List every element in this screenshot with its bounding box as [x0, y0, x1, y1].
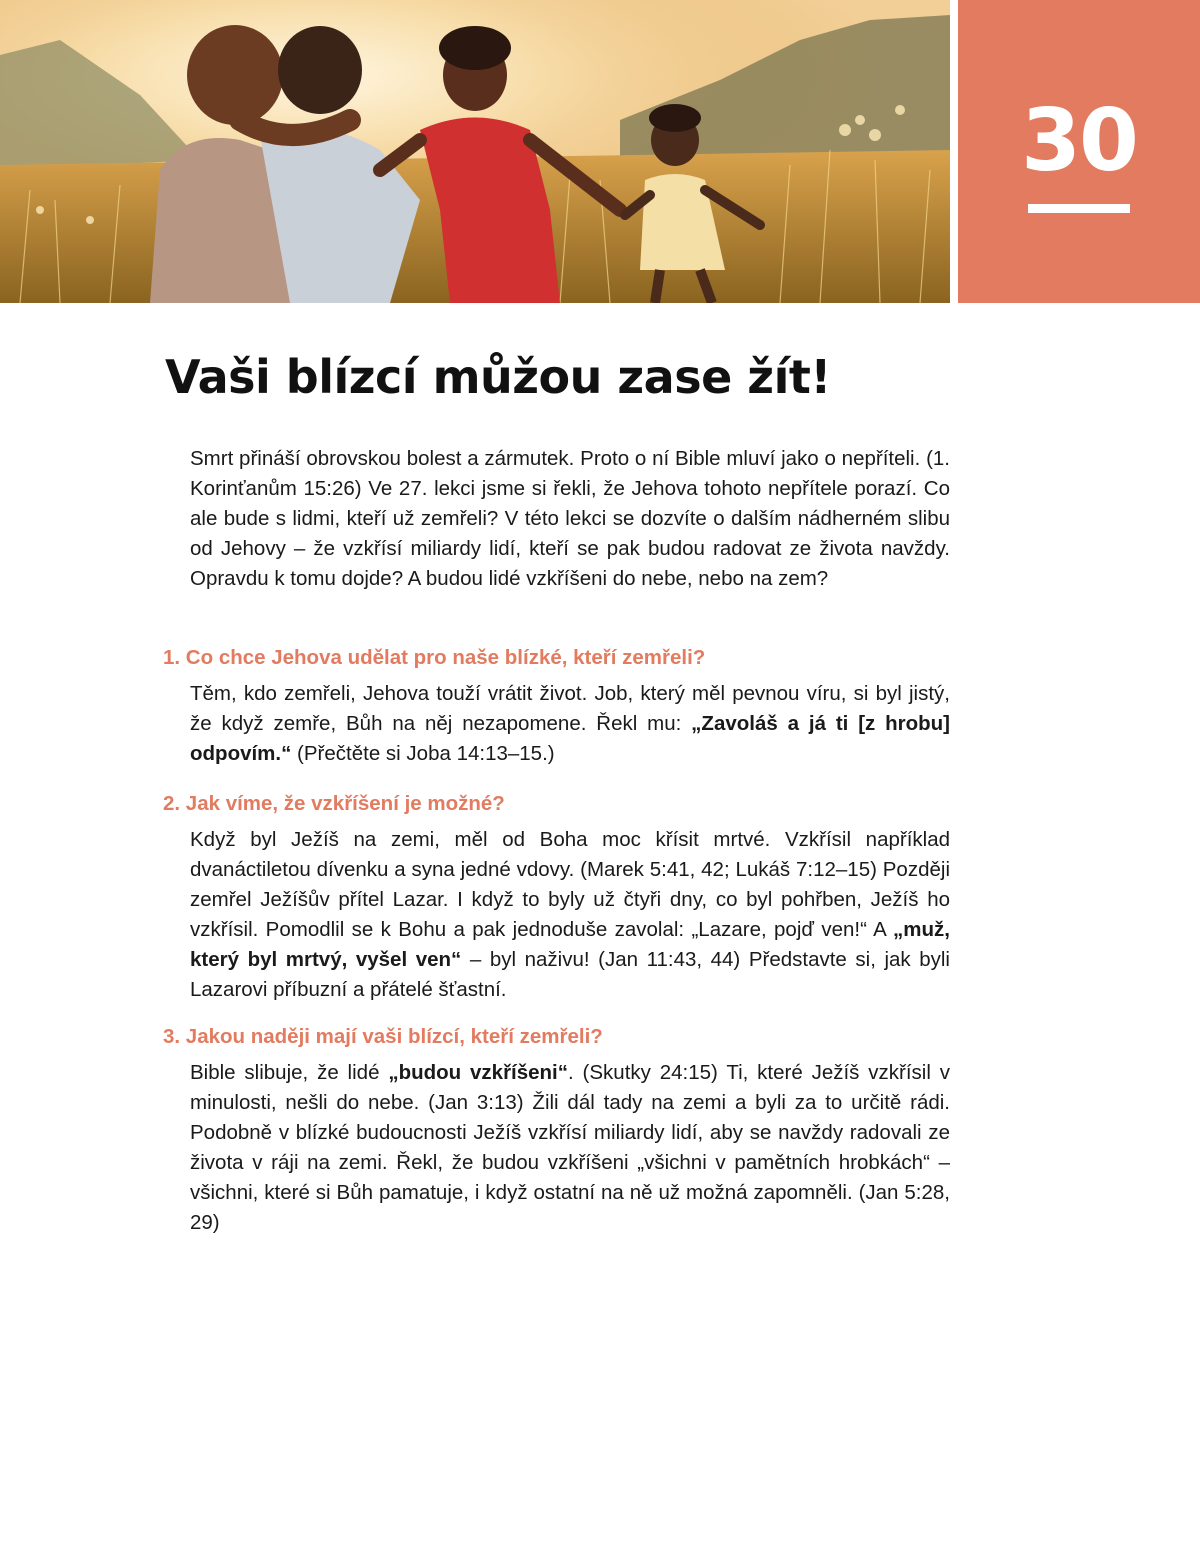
answer-3-text-b: . (Skutky 24:15) Ti, které Ježíš vzkřísil v minulosti, nešli do nebe. (Jan 3:13) Žili dál tady na zemi a byli za to určitě rádi. Podobně v blízké budoucnosti Ježíš vzkřísí miliardy lidí, aby se navždy radovali ze života v ráji na zemi. Řekl, že budou vzkříšeni „všichni v pamětních hrobkách“ – všichni, které si Bůh pamatuje, i když ostatní na ně už možná zapomněli. (Jan 5:28, 29) — [190, 1061, 950, 1234]
answer-3-quote: „budou vzkříšeni“ — [388, 1061, 569, 1084]
answer-3 — [190, 1058, 950, 1238]
lesson-number-underline — [1028, 204, 1130, 213]
intro-paragraph: Smrt přináší obrovskou bolest a zármutek. Proto o ní Bible mluví jako o nepříteli. (1. Korinťanům 15:26) Ve 27. lekci jsme si řekli, že Jehova tohoto nepřítele porazí. Co ale bude s lidmi, kteří už zemřeli? V této lekci se dozvíte o dalším nádherném slibu od Jehovy – že vzkřísí miliardy lidí, kteří se pak budou radovat ze života navždy. Opravdu k tomu dojde? A budou lidé vzkříšeni do nebe, nebo na zem? — [190, 447, 950, 590]
answer-1-quote: „Zavoláš a já ti [z hrobu] odpovím.“ — [190, 712, 951, 765]
lesson-title: Vaši blízcí můžou zase žít! — [165, 350, 831, 404]
answer-2-text-b: – byl naživu! (Jan 11:43, 44) Představte si, jak byli Lazarovi příbuzní a přátelé šťastní. — [190, 948, 950, 1001]
answer-2-quote: „muž, který byl mrtvý, vyšel ven“ — [190, 918, 950, 971]
lesson-number: 30 — [1021, 91, 1137, 191]
header-photo — [0, 0, 950, 303]
question-2: 2. Jak víme, že vzkříšení je možné? — [163, 792, 505, 815]
question-3: 3. Jakou naději mají vaši blízcí, kteří zemřeli? — [163, 1025, 603, 1048]
lesson-number-tab — [958, 0, 1200, 303]
answer-2-text-a: Když byl Ježíš na zemi, měl od Boha moc křísit mrtvé. Vzkřísil například dvanáctiletou dívenku a syna jedné vdovy. (Marek 5:41, 42; Lukáš 7:12–15) Později zemřel Ježíšův přítel Lazar. I když to byly už čtyři dny, co byl pohřben, Ježíš ho vzkřísil. Pomodlil se k Bohu a pak jednoduše zavolal: „Lazare, pojď ven!“ A — [190, 828, 950, 941]
answer-3-text-a: Bible slibuje, že lidé — [190, 1061, 389, 1084]
answer-2 — [190, 825, 950, 1005]
answer-1 — [190, 679, 950, 769]
question-1: 1. Co chce Jehova udělat pro naše blízké, kteří zemřeli? — [163, 646, 706, 669]
answer-1-text-a: Těm, kdo zemřeli, Jehova touží vrátit život. Job, který měl pevnou víru, si byl jistý, že když zemře, Bůh na něj nezapomene. Řekl mu: — [190, 682, 950, 735]
answer-1-text-b: (Přečtěte si Joba 14:13–15.) — [291, 742, 555, 765]
family-meadow-illustration — [0, 0, 950, 303]
